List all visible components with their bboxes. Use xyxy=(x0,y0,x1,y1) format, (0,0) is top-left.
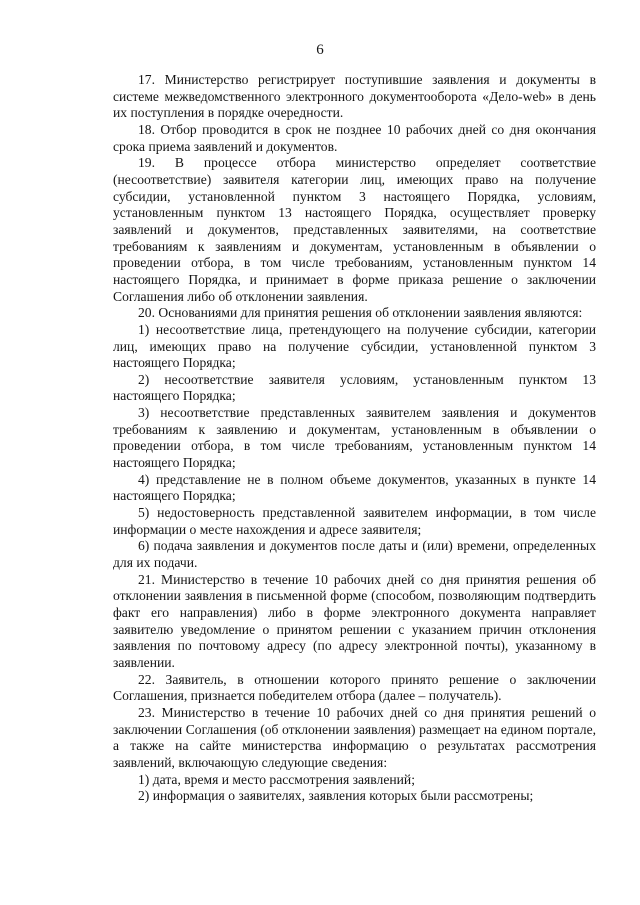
paragraph-18: 18. Отбор проводится в срок не позднее 10 рабочих дней со дня окончания срока приема заявлений и документов. xyxy=(113,121,596,154)
paragraph-23: 23. Министерство в течение 10 рабочих дней со дня принятия решений о заключении Соглашения (об отклонении заявления) размещает на едином портале, а также на сайте министерства информацию о результатах рассмотрения заявлений, включающую следующие сведения: xyxy=(113,704,596,770)
list-item-20-6: 6) подача заявления и документов после даты и (или) времени, определенных для их подачи. xyxy=(113,538,596,571)
list-item-20-5: 5) недостоверность представленной заявителем информации, в том числе информации о месте нахождения и адресе заявителя; xyxy=(113,505,596,537)
list-item-20-2: 2) несоответствие заявителя условиям, установленным пунктом 13 настоящего Порядка; xyxy=(113,371,596,404)
paragraph-17: 17. Министерство регистрирует поступившие заявления и документы в системе межведомственного электронного документооборота «Дело-web» в день их поступления в порядке очередности. xyxy=(113,72,596,121)
page-number: 6 xyxy=(316,42,324,58)
list-item-23-2: 2) информация о заявителях, заявления которых были рассмотрены; xyxy=(138,788,534,804)
list-item-20-1: 1) несоответствие лица, претендующего на получение субсидии, категории лиц, имеющих право на получение субсидии, установленной пунктом 3 настоящего Порядка; xyxy=(113,321,596,371)
list-item-20-4: 4) представление не в полном объеме документов, указанных в пункте 14 настоящего Порядка; xyxy=(113,471,596,504)
paragraph-19: 19. В процессе отбора министерство определяет соответствие (несоответствие) заявителя категории лиц, имеющих право на получение субсидии, установленной пунктом 3 настоящего Порядка, условиям, установленным пунктом 13 настоящего Порядка, осуществляет проверку заявлений и документов, представленных заявителями, на соответствие требованиям к заявлениям и документам, установленным в объявлении о проведении отбора, в том числе требованиям, установленным пунктом 14 настоящего Порядка, и принимает в форме приказа решение о заключении Соглашения либо об отклонении заявления. xyxy=(113,155,596,304)
document-body xyxy=(113,72,596,805)
paragraph-22: 22. Заявитель, в отношении которого принято решение о заключении Соглашения, признается победителем отбора (далее – получатель). xyxy=(113,671,596,704)
paragraph-20: 20. Основаниями для принятия решения об отклонении заявления являются: xyxy=(138,305,583,321)
paragraph-21: 21. Министерство в течение 10 рабочих дней со дня принятия решения об отклонении заявления в письменной форме (способом, позволяющим подтвердить факт его направления) либо в форме электронного документа направляет заявителю уведомление о принятом решении с указанием причин отклонения заявления по почтовому адресу (по адресу электронной почты), указанному в заявлении. xyxy=(113,571,596,670)
list-item-20-3: 3) несоответствие представленных заявителем заявления и документов требованиям к заявлению и документам, установленным в объявлении о проведении отбора, в том числе требованиям, установленным пунктом 14 настоящего Порядка; xyxy=(113,405,596,471)
list-item-23-1: 1) дата, время и место рассмотрения заявлений; xyxy=(138,771,415,787)
